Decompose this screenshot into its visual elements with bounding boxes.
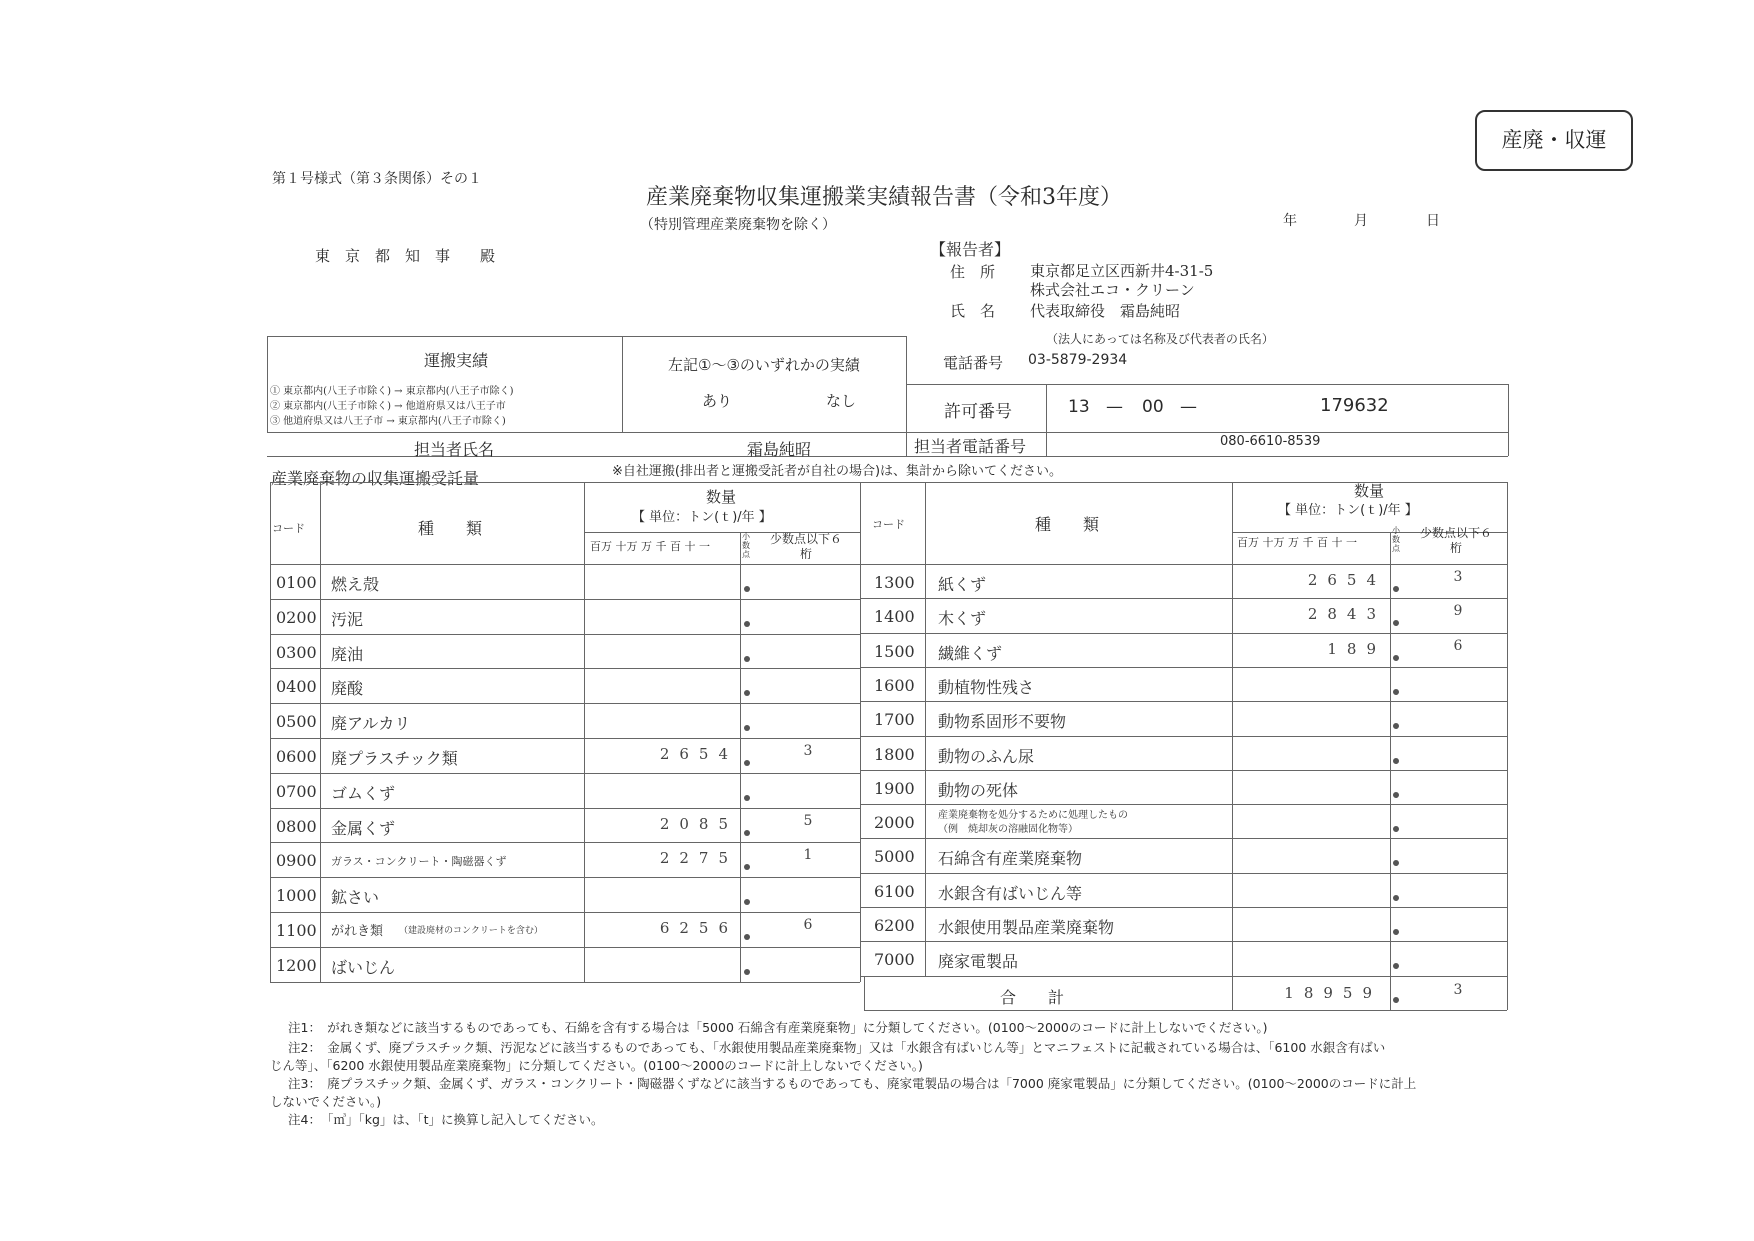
row-code: 0900 [276, 851, 317, 871]
digit-label: 百 [1317, 536, 1328, 549]
digit-label: 千 [1302, 536, 1314, 549]
page-subtitle: （特別管理産業廃棄物を除く） [640, 217, 836, 233]
transport-route-3: ③ 他道府県又は八王子市 → 東京都内(八王子市除く) [270, 416, 506, 427]
left-code-header: コード [272, 522, 305, 535]
decimal-dot [1393, 826, 1399, 832]
row-kind: 木くず [938, 609, 987, 629]
decimal-dot [1393, 758, 1399, 764]
phone-label: 電話番号 [943, 354, 1004, 372]
decimal-dot [1393, 620, 1399, 626]
row-code: 0600 [276, 747, 317, 766]
right-digit-headers [1237, 536, 1387, 549]
left-qty-header: 数量 [706, 488, 737, 506]
row-kind: 汚泥 [331, 609, 364, 629]
note-2-cont: じん等」、「6200 水銀使用製品産業廃棄物」に分類してください。(0100～2000のコードに計上しないでください。) [270, 1058, 923, 1073]
row-code: 6100 [874, 881, 915, 901]
row-kind: がれき類 [331, 924, 384, 939]
decimal-dot [744, 899, 750, 905]
decimal-dot [744, 621, 750, 627]
decimal-dot [744, 690, 750, 696]
row-code: 1600 [874, 675, 915, 695]
permit-part-3: 179632 [1320, 395, 1389, 416]
digit-label: 一 [1346, 536, 1357, 549]
row-code: 0400 [276, 677, 317, 697]
total-fraction: 3 [1453, 982, 1463, 998]
permit-part-2: 00 [1142, 397, 1164, 417]
staff-phone-label: 担当者電話番号 [914, 437, 1027, 456]
reporter-note: （法人にあっては名称及び代表者の氏名） [1046, 332, 1274, 346]
decimal-dot [744, 760, 750, 766]
row-quantity-integer[interactable]: 2843 [1307, 605, 1386, 624]
row-quantity-integer[interactable]: 2654 [659, 745, 738, 763]
digit-label: 百万 [1237, 536, 1259, 549]
row-quantity-integer[interactable]: 6256 [659, 919, 738, 937]
permit-label: 許可番号 [944, 402, 1012, 422]
digit-label: 十万 [615, 540, 638, 553]
row-kind: 水銀含有ばいじん等 [938, 883, 1083, 903]
row-kind: 金属くず [331, 818, 396, 838]
right-dot-header: 小数点 [1392, 526, 1400, 553]
staff-label: 担当者氏名 [414, 440, 495, 459]
row-kind: 繊維くず [938, 643, 1003, 663]
row-code: 1200 [276, 955, 317, 975]
decimal-dot [1393, 792, 1399, 798]
address-label: 住 所 [950, 263, 996, 281]
digit-label: 一 [699, 540, 710, 553]
decimal-dot [744, 586, 750, 592]
row-quantity-integer[interactable]: 2654 [1307, 571, 1386, 589]
permit-dash-1: — [1106, 397, 1123, 417]
row-code: 0500 [276, 712, 317, 732]
digit-label: 万 [641, 540, 652, 553]
transport-route-2: ② 東京都内(八王子市除く) → 他道府県又は八王子市 [270, 401, 506, 412]
row-code: 0100 [276, 573, 317, 592]
name-label: 氏 名 [950, 302, 996, 320]
permit-part-1: 13 [1068, 397, 1090, 417]
row-quantity-integer[interactable]: 189 [1327, 639, 1386, 658]
right-code-header: コード [872, 518, 905, 531]
row-kind: ゴムくず [331, 783, 396, 803]
right-unit-header: 【 単位：トン(ｔ)/年 】 [1278, 503, 1418, 518]
row-code: 1100 [276, 921, 317, 940]
total-decimal-dot [1393, 997, 1399, 1003]
staff-name: 霜島純昭 [747, 440, 812, 459]
row-kind-sub: （例 焼却灰の溶融固化物等） [938, 824, 1078, 836]
row-code: 2000 [874, 813, 915, 833]
row-quantity-fraction[interactable]: 6 [803, 917, 813, 933]
transport-no[interactable]: なし [826, 392, 857, 410]
row-kind-sub: （建設廃材のコンクリートを含む） [399, 926, 543, 936]
row-code: 5000 [874, 847, 915, 867]
decimal-dot [1393, 689, 1399, 695]
digit-label: 百 [670, 540, 681, 553]
row-code: 1300 [874, 573, 915, 592]
row-code: 1400 [874, 607, 915, 627]
row-quantity-integer[interactable]: 2085 [659, 814, 738, 833]
row-quantity-fraction[interactable]: 1 [803, 847, 813, 864]
decimal-dot [1393, 860, 1399, 866]
decimal-dot [744, 795, 750, 801]
transport-choice-label: 左記①～③のいずれかの実績 [668, 356, 860, 374]
total-label: 合 計 [1000, 988, 1065, 1007]
permit-dash-2: — [1180, 397, 1197, 417]
left-kind-header: 種 類 [418, 519, 483, 538]
decimal-dot [1393, 963, 1399, 969]
left-unit-header: 【 単位：トン(ｔ)/年 】 [632, 510, 772, 525]
digit-label: 万 [1288, 536, 1299, 549]
row-kind: 廃アルカリ [331, 714, 411, 734]
digit-label: 千 [655, 540, 667, 553]
row-kind: 動植物性残さ [938, 677, 1035, 697]
row-code: 1700 [874, 710, 915, 730]
row-kind: 産業廃棄物を処分するために処理したもの [938, 810, 1128, 822]
staff-phone: 080-6610-8539 [1220, 434, 1321, 449]
page-title: 産業廃棄物収集運搬業実績報告書（令和3年度） [646, 185, 1122, 210]
transport-heading: 運搬実績 [424, 351, 489, 370]
row-kind: 廃油 [331, 644, 364, 664]
row-kind: 紙くず [938, 575, 987, 594]
row-kind: 水銀使用製品産業廃棄物 [938, 918, 1115, 937]
decimal-dot [744, 969, 750, 975]
right-kind-header: 種 類 [1035, 515, 1100, 534]
row-quantity-fraction[interactable]: 6 [1453, 637, 1463, 654]
row-kind: 石綿含有産業廃棄物 [938, 849, 1083, 869]
row-code: 1000 [276, 886, 317, 906]
row-code: 0300 [276, 642, 317, 662]
row-kind: 動物系固形不要物 [938, 712, 1067, 732]
row-code: 0700 [276, 781, 317, 801]
row-quantity-fraction[interactable]: 9 [1453, 603, 1463, 620]
category-badge: 産廃・収運 [1475, 110, 1633, 171]
decimal-dot [744, 934, 750, 940]
row-kind: 廃酸 [331, 679, 364, 699]
reporter-address: 東京都足立区西新井4-31-5 [1030, 262, 1214, 280]
date-year-label: 年 [1283, 213, 1297, 229]
row-kind: 燃え殻 [331, 575, 380, 594]
digit-label: 十 [684, 540, 696, 553]
decimal-dot [1393, 723, 1399, 729]
digit-label: 十 [1331, 536, 1343, 549]
row-kind: ばいじん [331, 957, 396, 977]
addressee: 東 京 都 知 事 殿 [315, 247, 496, 265]
row-code: 1500 [874, 641, 915, 661]
decimal-dot [744, 656, 750, 662]
row-code: 0200 [276, 607, 317, 627]
row-code: 6200 [874, 916, 915, 935]
row-code: 7000 [874, 950, 915, 970]
transport-route-1: ① 東京都内(八王子市除く) → 東京都内(八王子市除く) [270, 386, 514, 397]
date-month-label: 月 [1354, 213, 1368, 229]
left-frac-header: 少数点以下６桁 [770, 532, 843, 561]
decimal-dot [1393, 895, 1399, 901]
row-code: 0800 [276, 816, 317, 836]
row-code: 1900 [874, 778, 915, 798]
digit-label: 十万 [1262, 536, 1285, 549]
transport-yes[interactable]: あり [702, 392, 733, 410]
row-kind: 廃プラスチック類 [331, 749, 458, 768]
row-kind: 動物のふん尿 [938, 746, 1035, 766]
reporter-heading: 【報告者】 [930, 240, 1011, 259]
digit-label: 百万 [590, 540, 612, 553]
decimal-dot [744, 864, 750, 870]
decimal-dot [744, 830, 750, 836]
decimal-dot [1393, 586, 1399, 592]
left-dot-header: 小数点 [742, 532, 750, 559]
note-2: 注2： 金属くず、廃プラスチック類、汚泥などに該当するものであっても、「水銀使用製品産業廃棄物」又は「水銀含有ばいじん等」とマニフェストに記載されている場合は、「6100 水銀含有ばい [288, 1040, 1386, 1055]
row-code: 1800 [874, 744, 915, 764]
row-quantity-fraction[interactable]: 3 [1453, 569, 1463, 585]
row-quantity-integer[interactable]: 2275 [659, 849, 738, 868]
decimal-dot [744, 725, 750, 731]
reporter-name: 代表取締役 霜島純昭 [1030, 302, 1181, 320]
note-3: 注3： 廃プラスチック類、金属くず、ガラス・コンクリート・陶磁器くずなどに該当するものであっても、廃家電製品の場合は「7000 廃家電製品」に分類してください。(0100～2000のコードに計上 [288, 1076, 1417, 1091]
row-kind: 動物の死体 [938, 780, 1019, 800]
reporter-phone: 03-5879-2934 [1028, 352, 1128, 368]
right-frac-header: 少数点以下６桁 [1419, 526, 1492, 555]
note-1: 注1： がれき類などに該当するものであっても、石綿を含有する場合は「5000 石綿含有産業廃棄物」に分類してください。(0100～2000のコードに計上しないでください。) [288, 1020, 1268, 1035]
volume-title: 産業廃棄物の収集運搬受託量 [271, 469, 480, 488]
total-integer: 18959 [1284, 984, 1382, 1002]
form-number: 第１号様式（第３条関係）その１ [272, 171, 482, 187]
row-kind: 廃家電製品 [938, 952, 1019, 972]
self-transport-note: ※自社運搬(排出者と運搬受託者が自社の場合)は、集計から除いてください。 [612, 464, 1063, 479]
row-kind: 鉱さい [331, 888, 380, 908]
note-3-cont: しないでください。) [270, 1094, 382, 1109]
decimal-dot [1393, 929, 1399, 935]
right-qty-header: 数量 [1354, 482, 1385, 500]
row-quantity-fraction[interactable]: 5 [803, 812, 813, 829]
reporter-company: 株式会社エコ・クリーン [1030, 281, 1195, 299]
date-day-label: 日 [1426, 213, 1440, 229]
row-quantity-fraction[interactable]: 3 [803, 743, 813, 759]
left-digit-headers [590, 540, 740, 553]
decimal-dot [1393, 655, 1399, 661]
row-kind: ガラス・コンクリート・陶磁器くず [331, 855, 507, 869]
note-4: 注4： 「㎥」「kg」は、「t」に換算し記入してください。 [288, 1112, 604, 1127]
